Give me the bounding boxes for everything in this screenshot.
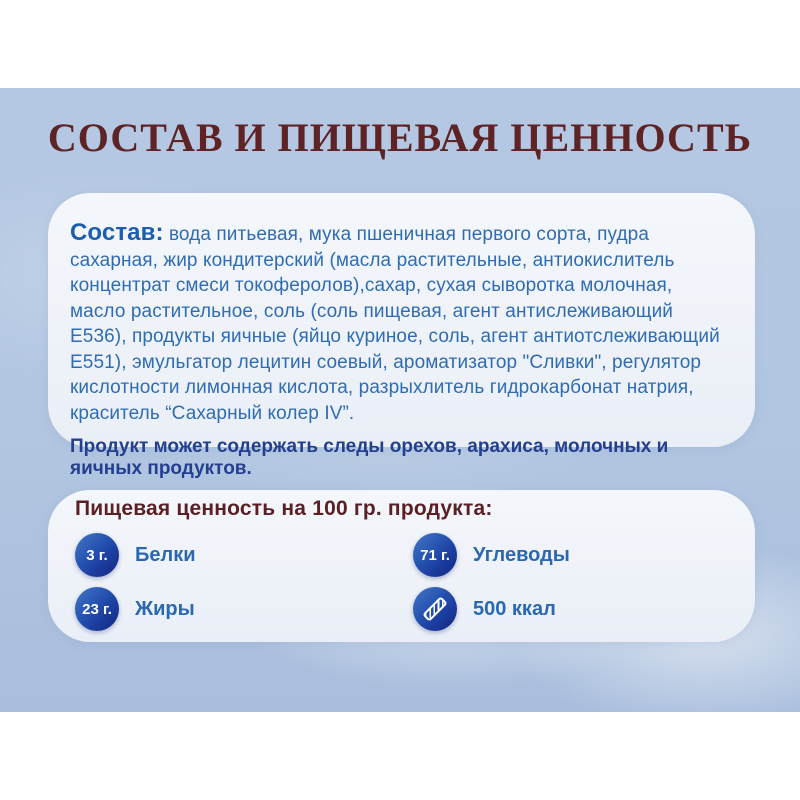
nutrition-heading: Пищевая ценность на 100 гр. продукта: [75, 497, 493, 520]
nutrition-item-fat [75, 582, 413, 636]
protein-value: 3 г. [86, 546, 108, 564]
nutrition-item-carbs [413, 528, 731, 582]
energy-label: 500 ккал [473, 597, 556, 620]
fat-value: 23 г. [82, 600, 112, 618]
protein-label: Белки [135, 543, 196, 566]
nutrition-grid [75, 528, 731, 636]
fat-value-badge [75, 587, 119, 631]
nutrition-item-energy [413, 582, 731, 636]
allergen-warning: Продукт может содержать следы орехов, арахиса, молочных и яичных продуктов. [70, 436, 669, 479]
nutrition-item-protein [75, 528, 413, 582]
composition-card [48, 193, 755, 479]
composition-label: Состав: [70, 219, 164, 246]
fat-label: Жиры [135, 597, 195, 620]
carbs-value-badge [413, 533, 457, 577]
carbs-value: 71 г. [420, 546, 450, 564]
carbs-label: Углеводы [473, 543, 570, 566]
protein-value-badge [75, 533, 119, 577]
ingredients-text: вода питьевая, мука пшеничная первого сорта, пудра сахарная, жир кондитерский (масла растительные, антиокислитель концентрат смеси токоферолов),сахар, сухая сыворотка молочная, масло растительное, соль (соль пищевая, агент антислеживающий Е536), продукты яичные (яйцо куриное, соль, агент антиотслеживающий Е551), эмульгатор лецитин соевый, ароматизатор "Сливки", регулятор кислотности лимонная кислота, разрыхлитель гидрокарбонат натрия, краситель “Сахарный колер IV”. [70, 224, 720, 424]
energy-bar-icon [422, 596, 447, 621]
sky-background [0, 88, 800, 712]
page-title: СОСТАВ И ПИЩЕВАЯ ЦЕННОСТЬ [47, 115, 753, 160]
nutrition-card [48, 490, 755, 642]
ingredients-paragraph [70, 220, 731, 426]
energy-badge [413, 587, 457, 631]
